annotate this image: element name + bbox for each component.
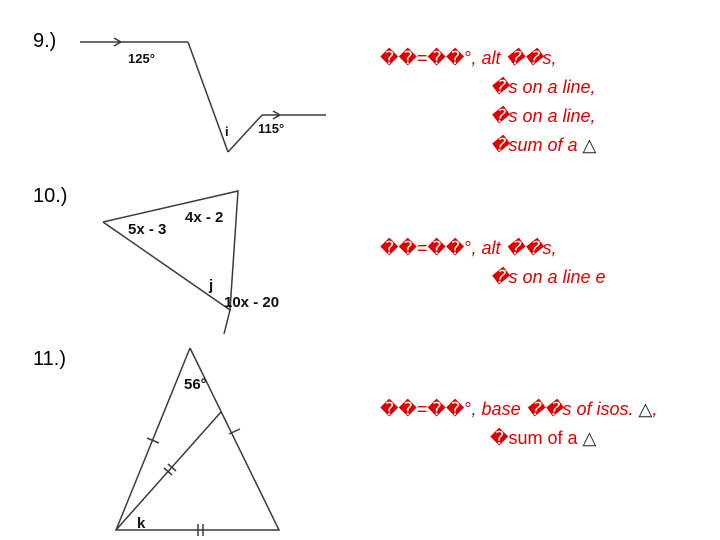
triangle-symbol-icon: △ [638, 399, 653, 419]
transversal-right [228, 115, 262, 152]
answer-9-line-4 [380, 131, 596, 160]
answer-11-equation: ��=��° [380, 399, 472, 419]
answer-9-reason-1: , alt ��s, [471, 48, 557, 68]
answer-10-line-1 [380, 234, 606, 263]
problem-10-number: 10.) [33, 185, 68, 207]
angle-4x-2-label: 4x - 2 [185, 209, 224, 226]
answer-9-line-3: �s on a line, [490, 106, 596, 126]
answer-10-equation: ��=��° [380, 238, 472, 258]
answer-9-equation: ��=��° [380, 48, 472, 68]
answer-11-reason-1: , base ��s of isos. [471, 399, 634, 419]
extension-line [224, 310, 230, 334]
answer-11-reason-2: �sum of a [490, 428, 578, 448]
angle-10x-20-label: 10x - 20 [224, 294, 280, 311]
unknown-i-label: i [225, 124, 229, 139]
unknown-j-label: j [209, 277, 214, 294]
answer-9-reason-4: �sum of a [490, 135, 578, 155]
answer-11 [380, 395, 657, 453]
answer-10-line-2: �s on a line e [490, 267, 606, 287]
angle-115-label: 115° [258, 121, 285, 136]
answer-10-reason-1: , alt ��s, [471, 238, 557, 258]
answer-9-line-1 [380, 44, 596, 73]
transversal-left [188, 42, 228, 152]
angle-56-label: 56° [184, 376, 207, 393]
answer-11-line-1: ��=��°, base ��s of isos. △, [380, 399, 658, 419]
answer-9-line-2: �s on a line, [490, 77, 596, 97]
answer-9 [380, 44, 596, 160]
figure-9 [80, 38, 326, 152]
answer-10 [380, 234, 606, 292]
angle-5x-3-label: 5x - 3 [128, 221, 167, 238]
problem-9-number: 9.) [33, 30, 57, 52]
unknown-k-label: k [137, 515, 146, 532]
problem-11-number: 11.) [33, 348, 66, 370]
angle-125-label: 125° [128, 51, 155, 66]
triangle-symbol-icon: △ [582, 135, 597, 155]
answer-11-line-2 [380, 424, 657, 453]
triangle-symbol-icon: △ [582, 428, 597, 448]
